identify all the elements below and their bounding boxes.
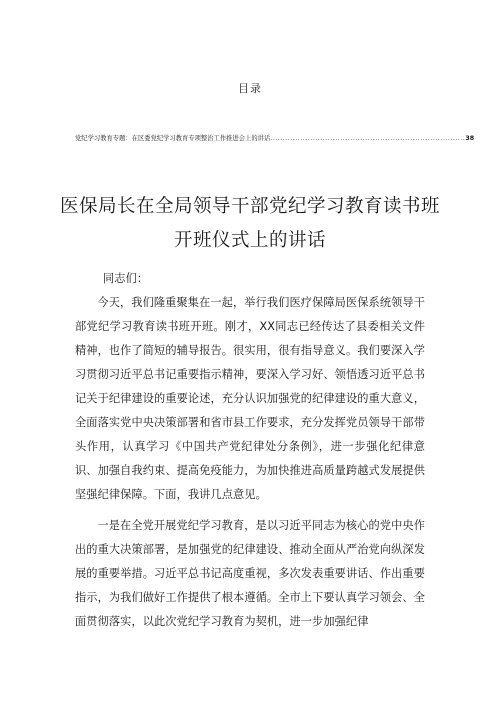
toc-entry-text: 党纪学习教育专题：在区委党纪学习教育专项整治工作推进会上的讲话 [75, 135, 271, 142]
toc-heading: 目录 [238, 82, 262, 95]
paragraph-2: 一是在全党开展党纪学习教育，是以习近平同志为核心的党中央作出的重大决策部署，是加强党的纪律建设、推动全面从严治党向纵深发展的重要举措。习近平总书记高度重视，多次发表重要讲话、作出重要指示，为我们做好工作提供了根本遵循。全市上下要认真学习领会、全面贯彻落实，以此次党纪学习教育为契机，进一步加强纪律 [75, 519, 425, 628]
toc-entry-leader-dots: .............................................................................. [270, 135, 466, 142]
document-title: 医保局长在全局领导干部党纪学习教育读书班开班仪式上的讲话 [60, 196, 441, 251]
toc-entry-link[interactable] [75, 133, 475, 142]
toc-entry-page-number: 38 [465, 135, 475, 142]
paragraph-1: 今天，我们隆重聚集在一起，举行我们医疗保障局医保系统领导干部党纪学习教育读书班开班。刚才，XX同志已经传达了县委相关文件精神，也作了简短的辅导报告。很实用，很有指导意义。我们要深入学习贯彻习近平总书记重要指示精神，要深入学习好、领悟透习近平总书记关于纪律建设的重要论述，充分认识加强党的纪律建设的重大意义，全面落实党中央决策部署和省市县工作要求，充分发挥党员领导干部带头作用，认真学习《中国共产党纪律处分条例》，进一步强化纪律意识、加强自我约束、提高免疫能力，为加快推进高质量跨越式发展提供坚强纪律保障。下面，我讲几点意见。 [75, 296, 425, 501]
salutation: 同志们： [103, 272, 149, 285]
